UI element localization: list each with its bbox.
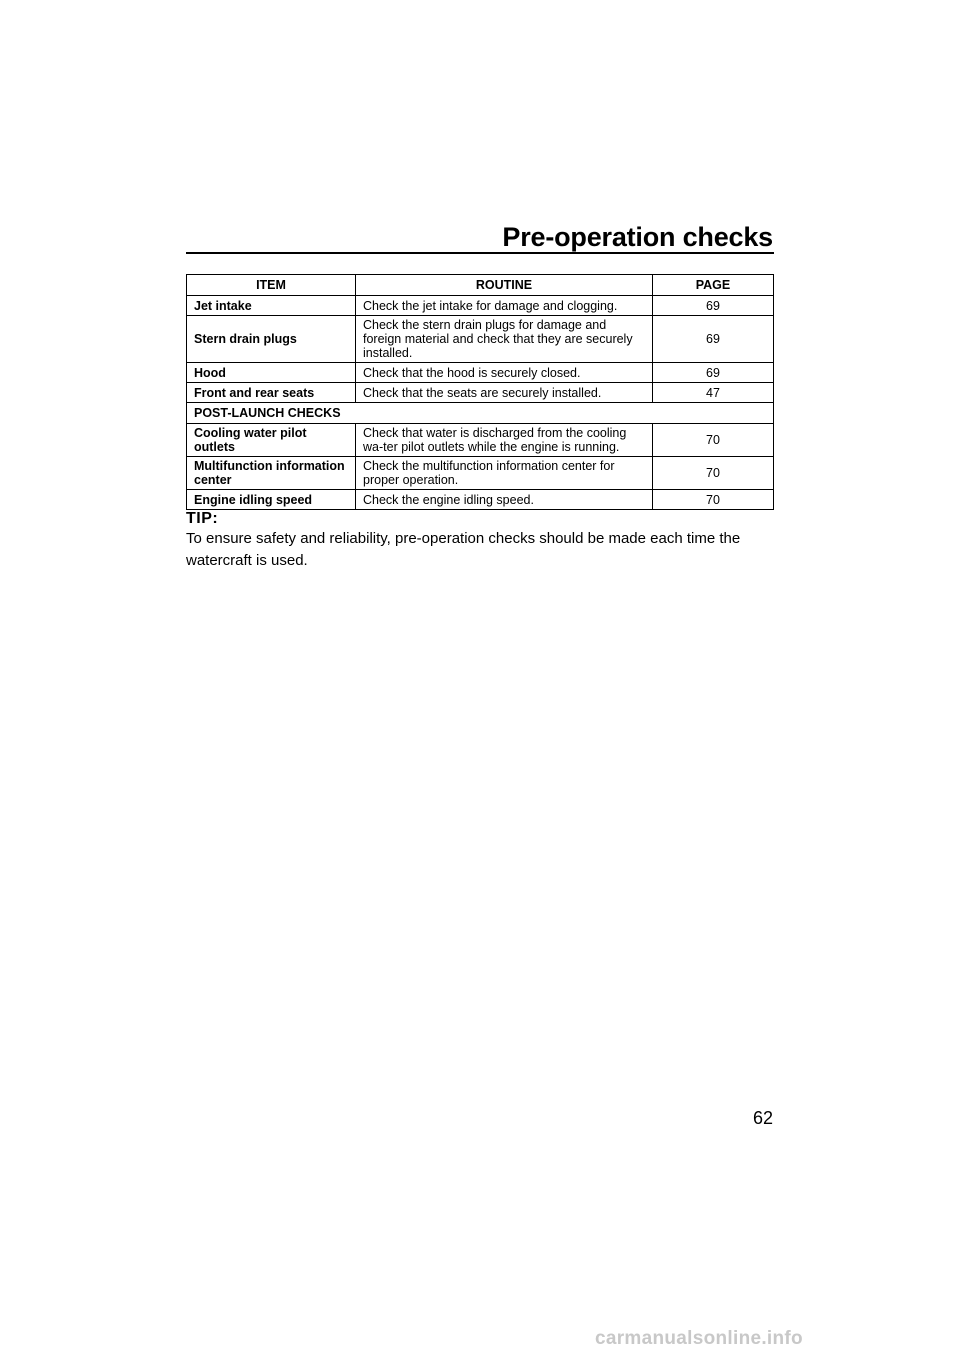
- tip-label: TIP:: [186, 510, 219, 527]
- table-row: [187, 383, 774, 403]
- column-header-item: ITEM: [187, 275, 356, 296]
- section-heading: POST-LAUNCH CHECKS: [187, 403, 774, 424]
- row-item: Stern drain plugs: [187, 316, 356, 363]
- row-item: Jet intake: [187, 296, 356, 316]
- column-header-routine: ROUTINE: [356, 275, 653, 296]
- tip-text: To ensure safety and reliability, pre-operation checks should be made each time the watercraft is used.: [186, 530, 741, 569]
- table-row: [187, 490, 774, 510]
- table-header-row: [187, 275, 774, 296]
- row-routine: Check that water is discharged from the cooling wa-ter pilot outlets while the engine is running.: [356, 424, 653, 457]
- row-item: Hood: [187, 363, 356, 383]
- row-item: Engine idling speed: [187, 490, 356, 510]
- page-title: Pre-operation checks: [502, 222, 773, 252]
- table-row: [187, 424, 774, 457]
- table-row: [187, 457, 774, 490]
- watermark: carmanualsonline.info: [595, 1328, 803, 1349]
- row-page: 70: [653, 490, 774, 510]
- row-page: 69: [653, 363, 774, 383]
- row-page: 70: [653, 457, 774, 490]
- column-header-page: PAGE: [653, 275, 774, 296]
- row-routine: Check the jet intake for damage and clogging.: [356, 296, 653, 316]
- checks-table: [186, 274, 774, 510]
- row-page: 69: [653, 316, 774, 363]
- row-routine: Check the multifunction information center for proper operation.: [356, 457, 653, 490]
- row-routine: Check that the seats are securely installed.: [356, 383, 653, 403]
- row-item: Front and rear seats: [187, 383, 356, 403]
- row-routine: Check the engine idling speed.: [356, 490, 653, 510]
- table-section-row: [187, 403, 774, 424]
- row-page: 70: [653, 424, 774, 457]
- title-rule: [186, 252, 774, 254]
- row-page: 69: [653, 296, 774, 316]
- page-number: 62: [753, 1108, 774, 1128]
- row-item: Multifunction information center: [187, 457, 356, 490]
- row-page: 47: [653, 383, 774, 403]
- row-routine: Check the stern drain plugs for damage and foreign material and check that they are securely installed.: [356, 316, 653, 363]
- table-row: [187, 316, 774, 363]
- table-row: [187, 296, 774, 316]
- table-row: [187, 363, 774, 383]
- row-routine: Check that the hood is securely closed.: [356, 363, 653, 383]
- row-item: Cooling water pilot outlets: [187, 424, 356, 457]
